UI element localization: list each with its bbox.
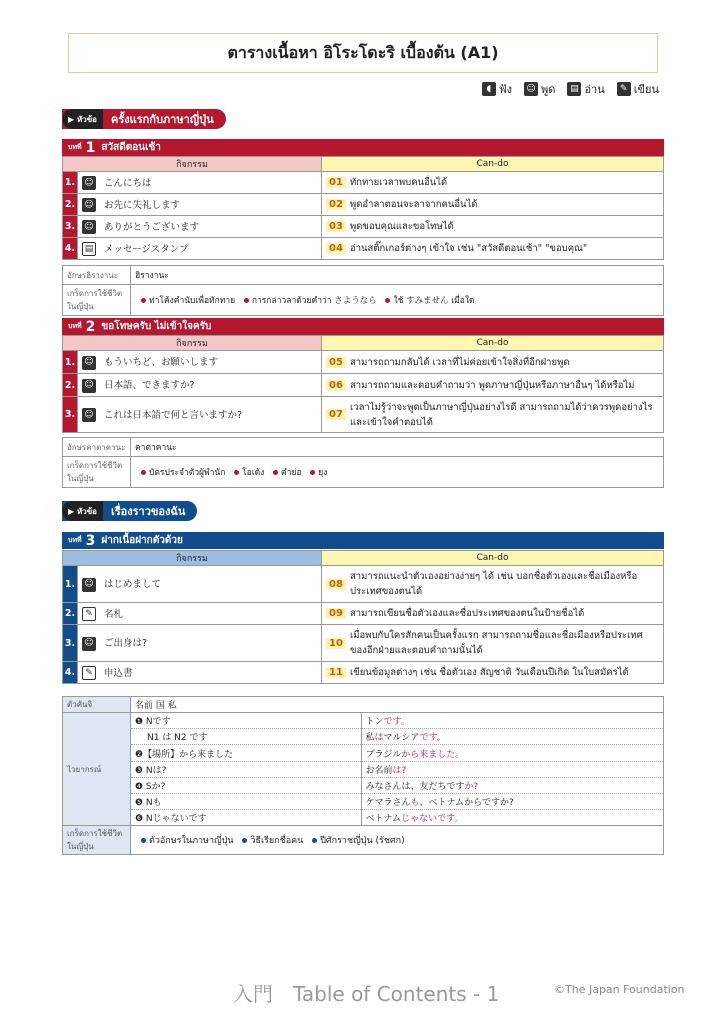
legend-listen [482, 80, 512, 98]
activity-text: もういちど、お願いします [104, 357, 219, 369]
grammar-row [131, 778, 663, 794]
activity-cell [78, 662, 322, 684]
life-tips-label: เกร็ดการใช้ชีวิตในญี่ปุ่น [63, 826, 131, 855]
speech-icon: ☺ [82, 379, 96, 393]
activity-header: กิจกรรม [63, 336, 322, 351]
life-tips-label: เกร็ดการใช้ชีวิตในญี่ปุ่น [63, 457, 131, 488]
book-icon: ▤ [82, 242, 96, 256]
legend-label: ฟัง [498, 83, 513, 96]
grammar-row [131, 810, 663, 826]
page-title: ตารางเนื้อหา อิโระโดะริ เบื้องต้น (A1) [68, 33, 658, 73]
topic-title: เรื่องราวของฉัน [110, 505, 186, 518]
cando-text: พูดอำลาตอนจะลาจากคนอื่นได้ [350, 199, 478, 210]
lesson-title: ขอโทษครับ ไม่เข้าใจครับ [101, 321, 212, 332]
pen-icon: ✎ [617, 82, 631, 96]
grammar-row [131, 729, 663, 745]
example-highlight: も [410, 798, 420, 808]
grammar-table [131, 713, 663, 825]
cando-text: เมื่อพบกับใครสักคนเป็นครั้งแรก สามารถถามชื่อและชื่อเมืองหรือประเทศของอีกฝ่ายและตอบคำถามนั้นได้ [350, 630, 643, 656]
table-row [63, 603, 664, 625]
grammar-pattern: N1 は N2 です [131, 729, 361, 745]
activity-text: 名札 [104, 608, 124, 620]
grammar-pattern: ❶ Nです [131, 713, 361, 729]
cando-cell [322, 374, 664, 397]
grammar-example [361, 713, 663, 729]
ear-icon: ◖ [482, 82, 496, 96]
lesson-2-table [62, 335, 664, 433]
cando-text: อ่านสติ๊กเกอร์ต่างๆ เข้าใจ เช่น "สวัสดีตอนเช้า" "ขอบคุณ" [350, 243, 588, 254]
copyright: ©The Japan Foundation [554, 983, 685, 996]
cando-number: 11 [326, 667, 346, 678]
grammar-row [131, 713, 663, 729]
page-footer: 入門 Table of Contents - 1 [233, 982, 500, 1006]
lesson-1-header [62, 139, 664, 156]
activity-cell [78, 374, 322, 397]
cando-number: 09 [326, 608, 346, 619]
activity-header: กิจกรรม [63, 157, 322, 172]
lesson-2-header [62, 318, 664, 335]
life-tip: ท่าโค้งคำนับเพื่อทักทาย [149, 296, 236, 306]
topic-header-2 [62, 501, 197, 521]
lesson-number: 1 [85, 139, 96, 156]
legend-label: พูด [541, 83, 556, 96]
life-tip: โอเด้ง [242, 468, 265, 478]
life-tip: ใช้ すみません เมื่อใด [393, 296, 475, 306]
grammar-pattern: ❻ Nじゃないです [131, 810, 361, 826]
activity-cell [78, 625, 322, 662]
row-index: 3. [63, 397, 78, 433]
legend-read [567, 80, 604, 98]
lesson-3-info [62, 696, 664, 855]
life-tip: บัตรประจำตัวผู้พำนัก [149, 468, 226, 478]
topic-header-1 [62, 109, 226, 129]
cando-text: เวลาไม่รู้ว่าจะพูดเป็นภาษาญี่ปุ่นอย่างไรดี สามารถถามได้ว่าควรพูดอย่างไร และเข้าใจคำตอบได้ [350, 401, 653, 428]
lesson-title: ฝากเนื้อฝากตัวด้วย [101, 535, 183, 546]
grammar-example [361, 745, 663, 762]
table-row [63, 172, 664, 194]
life-tips-label: เกร็ดการใช้ชีวิตในญี่ปุ่น [63, 285, 131, 316]
cando-number: 06 [326, 380, 346, 391]
row-index: 2. [63, 603, 78, 625]
cando-text: สามารถแนะนำตัวเองอย่างง่ายๆ ได้ เช่น บอกชื่อตัวเองและชื่อเมืองหรือประเทศของตนได้ [350, 571, 638, 597]
example-text: 、ベトナムからですか? [419, 798, 514, 808]
example-text: お名前 [365, 766, 393, 776]
speech-icon: ☺ [524, 82, 538, 96]
cando-header: Can-do [322, 336, 664, 351]
cando-cell [322, 172, 664, 194]
example-highlight: は [374, 733, 384, 743]
row-index: 2. [63, 194, 78, 216]
lesson-1-table [62, 156, 664, 260]
life-tip: ปีศักราชญี่ปุ่น (รัชศก) [320, 836, 405, 846]
activity-cell [78, 172, 322, 194]
cando-cell [322, 351, 664, 374]
script-label: อักษรฮิรางานะ [63, 266, 131, 285]
life-tips [131, 826, 664, 855]
grammar-label: ไวยากรณ์ [63, 713, 131, 826]
cando-text: สามารถถามและตอบคำถามว่า พูดภาษาญี่ปุ่นหรือภาษาอื่นๆ ได้หรือไม่ [350, 379, 635, 391]
grammar-example [361, 729, 663, 745]
cando-text: เขียนข้อมูลต่างๆ เช่น ชื่อตัวเอง สัญชาติ วันเดือนปีเกิด ในใบสมัครได้ [350, 667, 629, 678]
speech-icon: ☺ [82, 198, 96, 212]
row-index: 3. [63, 216, 78, 238]
life-tip: วิธีเรียกชื่อคน [250, 836, 304, 846]
table-row [63, 238, 664, 260]
cando-text: พูดขอบคุณและขอโทษได้ [350, 221, 454, 232]
example-text: ベトナム [365, 814, 402, 824]
example-highlight: じゃないです。 [401, 814, 464, 824]
cando-number: 05 [326, 357, 346, 368]
grammar-pattern: ❹ Sか? [131, 778, 361, 794]
example-highlight: です。 [383, 717, 410, 727]
table-row [63, 662, 664, 684]
lesson-title: สวัสดีตอนเช้า [101, 142, 161, 153]
lesson-prefix: บทที่ [68, 322, 82, 330]
activity-text: はじめまして [104, 579, 162, 591]
activity-header: กิจกรรม [63, 551, 322, 566]
life-tips [131, 457, 664, 488]
topic-tag: ▶ หัวข้อ [62, 109, 103, 129]
script-value: ฮิรางานะ [131, 266, 664, 285]
grammar-row [131, 794, 663, 810]
topic-title: ครั้งแรกกับภาษาญี่ปุ่น [110, 113, 214, 126]
cando-number: 08 [326, 579, 346, 590]
kanji-label: ตัวคันจิ [63, 697, 131, 713]
grammar-example [361, 794, 663, 810]
activity-cell [78, 194, 322, 216]
lesson-number: 2 [85, 318, 96, 335]
grammar-example [361, 778, 663, 794]
cando-number: 03 [326, 221, 346, 232]
speech-icon: ☺ [82, 176, 96, 190]
cando-cell [322, 194, 664, 216]
activity-text: 申込書 [104, 667, 133, 679]
life-tip: คำย่อ [281, 468, 302, 478]
legend-label: อ่าน [584, 83, 605, 96]
row-index: 1. [63, 566, 78, 603]
topic-tag: ▶ หัวข้อ [62, 501, 103, 521]
cando-number: 07 [326, 409, 346, 420]
activity-cell [78, 566, 322, 603]
cando-cell [322, 397, 664, 433]
activity-text: メッセージスタンプ [104, 243, 189, 255]
activity-text: 日本語、できますか? [104, 380, 195, 392]
cando-cell [322, 216, 664, 238]
life-tip: ตัวอักษรในภาษาญี่ปุ่น [149, 836, 234, 846]
cando-number: 01 [326, 177, 346, 188]
grammar-pattern: ❸ Nは? [131, 762, 361, 778]
lesson-number: 3 [85, 532, 96, 549]
pen-icon: ✎ [82, 607, 96, 621]
table-row [63, 351, 664, 374]
activity-cell [78, 603, 322, 625]
grammar-pattern: ❷【場所】から来ました [131, 745, 361, 762]
speech-icon: ☺ [82, 220, 96, 234]
cando-cell [322, 566, 664, 603]
table-row [63, 625, 664, 662]
pen-icon: ✎ [82, 666, 96, 680]
skill-legend [482, 80, 659, 98]
table-header [63, 336, 664, 351]
lesson-2-info [62, 437, 664, 488]
activity-text: こんにちは [104, 177, 152, 189]
example-text: トン [365, 717, 384, 727]
speech-icon: ☺ [82, 637, 96, 651]
cando-number: 04 [326, 243, 346, 254]
cando-number: 02 [326, 199, 346, 210]
table-row [63, 216, 664, 238]
activity-cell [78, 238, 322, 260]
activity-text: これは日本語で何と言いますか? [104, 409, 243, 421]
table-row [63, 374, 664, 397]
example-text: マルシア [383, 733, 420, 743]
example-text: 私 [365, 733, 375, 743]
script-value: คาตาคานะ [131, 438, 664, 457]
lesson-1-info [62, 265, 664, 316]
grammar-row [131, 745, 663, 762]
book-icon: ▤ [567, 82, 581, 96]
table-header [63, 551, 664, 566]
cando-header: Can-do [322, 157, 664, 172]
activity-text: ありがとうございます [104, 221, 200, 233]
row-index: 1. [63, 172, 78, 194]
cando-header: Can-do [322, 551, 664, 566]
activity-text: ご出身は? [104, 638, 148, 650]
life-tip: ยุง [318, 468, 328, 478]
life-tip: การกล่าวลาด้วยคำว่า さようなら [251, 296, 377, 306]
example-highlight: です。 [419, 733, 446, 743]
activity-cell [78, 397, 322, 433]
speech-icon: ☺ [82, 356, 96, 370]
grammar-pattern: ❺ Nも [131, 794, 361, 810]
grammar-example [361, 762, 663, 778]
grammar-cell [131, 713, 664, 826]
cando-cell [322, 603, 664, 625]
table-row [63, 566, 664, 603]
speech-icon: ☺ [82, 408, 96, 422]
table-header [63, 157, 664, 172]
legend-speak [524, 80, 555, 98]
cando-text: ทักทายเวลาพบคนอื่นได้ [350, 177, 448, 188]
script-label: อักษรคาตาคานะ [63, 438, 131, 457]
example-text: ブラジル [365, 749, 402, 760]
example-highlight: か? [464, 782, 479, 792]
example-text: みなさんは、友だちです [365, 782, 465, 792]
activity-text: お先に失礼します [104, 199, 181, 211]
legend-write [617, 80, 659, 98]
grammar-example [361, 810, 663, 826]
row-index: 4. [63, 238, 78, 260]
cando-cell [322, 625, 664, 662]
table-row [63, 397, 664, 433]
life-tips [131, 285, 664, 316]
cando-text: สามารถถามกลับได้ เวลาที่ไม่ค่อยเข้าใจสิ่งที่อีกฝ่ายพูด [350, 356, 570, 368]
table-row [63, 194, 664, 216]
example-highlight: から来ました。 [401, 749, 465, 760]
speech-icon: ☺ [82, 578, 96, 592]
lesson-prefix: บทที่ [68, 143, 82, 151]
lesson-prefix: บทที่ [68, 536, 82, 544]
lesson-3-table [62, 550, 664, 684]
cando-cell [322, 238, 664, 260]
lesson-3-header [62, 532, 664, 549]
cando-number: 10 [326, 638, 346, 649]
cando-text: สามารถเขียนชื่อตัวเองและชื่อประเทศของตนในป้ายชื่อได้ [350, 608, 585, 619]
row-index: 3. [63, 625, 78, 662]
activity-cell [78, 216, 322, 238]
example-text: ケマラさん [365, 798, 411, 808]
cando-cell [322, 662, 664, 684]
row-index: 2. [63, 374, 78, 397]
example-highlight: は? [392, 766, 407, 776]
activity-cell [78, 351, 322, 374]
row-index: 1. [63, 351, 78, 374]
grammar-row [131, 762, 663, 778]
legend-label: เขียน [633, 83, 659, 96]
row-index: 4. [63, 662, 78, 684]
kanji-value: 名前 国 私 [131, 697, 664, 713]
